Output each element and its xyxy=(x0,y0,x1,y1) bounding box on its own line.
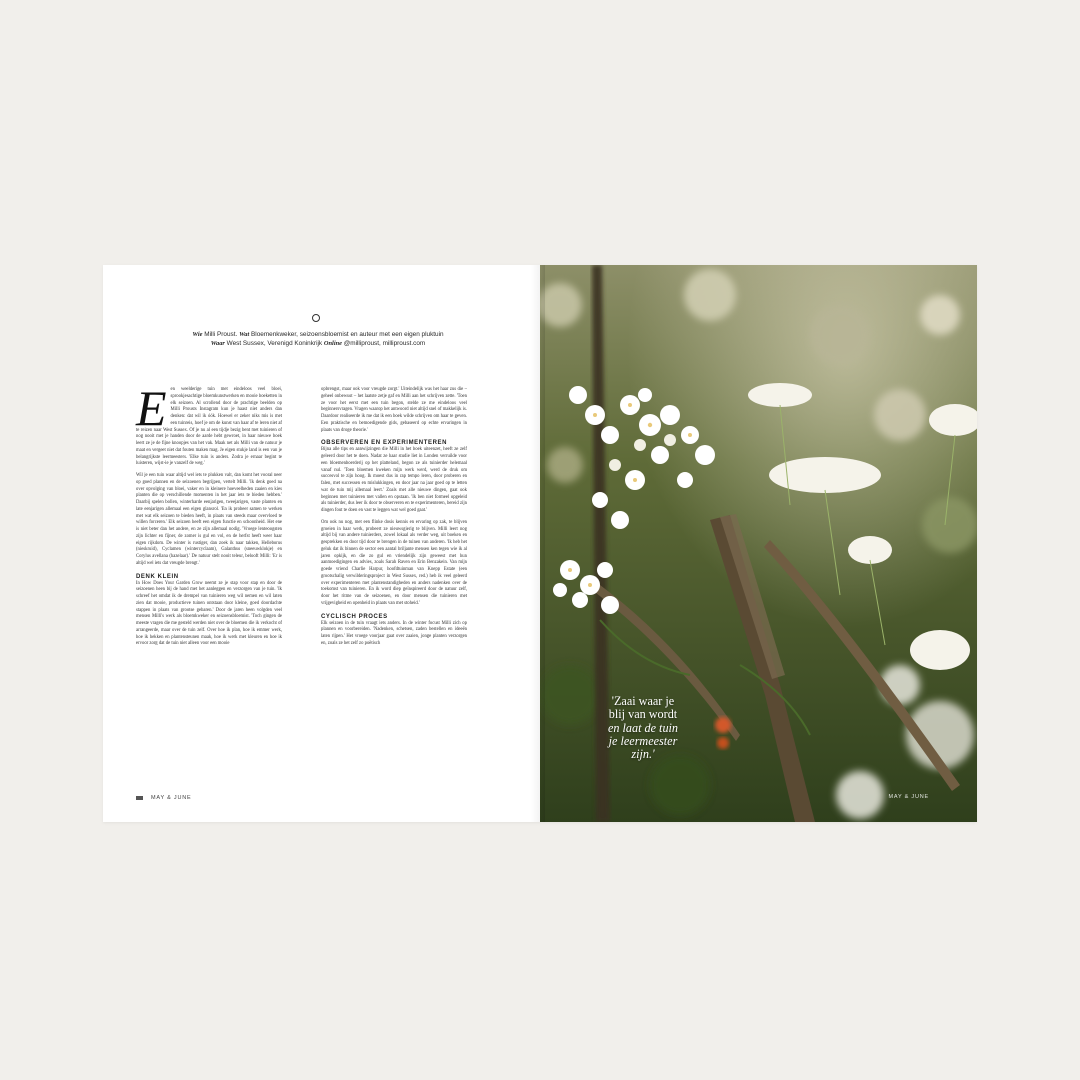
intro-paragraph xyxy=(136,380,282,468)
section-heading: OBSERVEREN EN EXPERIMENTEREN xyxy=(321,440,448,447)
credits-line-1 xyxy=(133,330,503,339)
section-heading: CYCLISCH PROCES xyxy=(321,613,388,620)
pull-quote-end: en laat de tuin je leermeester zijn.' xyxy=(607,720,679,762)
credit-what: Bloemenkweker, seizoensbloemist en auteur met een eigen pluktuin xyxy=(249,331,444,338)
credit-label-who: Wie xyxy=(192,331,203,338)
credit-label-what: Wat xyxy=(239,331,250,338)
body-paragraph: Om ook nu nog, met een flinke dosis kennis en ervaring op zak, te blijven groeien in haar werk, probeert ze nieuwsgierig te blijven. Milli leert nog altijd bij van andere tuinierders, zowel lokaal als verder weg, uit boeken en gesprekken en door tijd door te brengen in de tuinen van anderen. 'Ik heb het geluk dat ik binnen de sector een aantal briljante mensen ken tegen wie ik al jaren opkijk, en die zo gul en vriendelijk zijn geweest met hun aanmoedigingen en advies, zoals Sarah Raven en Erin Benzakein. Van mijn goede vriend Charlie Harpur, hoofdtuinman van Knepp Estate (een grootschalig verwilderingsproject in West Sussex, red.) heb ik veel geleerd over experimenteren met plantenstandigheden en anders nadenken over de toekomst van tuinieren. En ik word diep geïnspireerd door de natuur zelf, door het ritme van de seizoenen, en door mensen die tuinieren met vrijgevigheid en openheid in plaats van met stoheid.' xyxy=(321,519,467,606)
credit-who: Milli Proust. xyxy=(202,331,240,338)
body-paragraph: opbrengst, maar ook voor vreugde zorgt.' Uiteindelijk was het haar zus die – geheel onbewust – het laatste zetje gaf en Milli aan het schrijven zette. 'Toen ze voor het eerst met een tuin begon, stelde ze me eindeloos veel beginnersvragen. Vragen waarop het antwoord niet altijd snel of makkelijk is. Daardoor realiseerde ik me dat ik een boek wilde schrijven om haar te geven. Een praktische en bemoedigende gids, gebaseerd op echte ervaringen in plaats van droge theorie.' xyxy=(321,387,467,433)
issue-label: MAY & JUNE xyxy=(151,795,192,801)
credit-where: West Sussex, Verenigd Koninkrijk xyxy=(224,340,324,347)
article-column-1 xyxy=(136,380,282,653)
body-paragraph: In How Does Your Garden Grow neemt ze je stap voor stap en door de seizoenen heen bij de hand met het aanleggen en verzorgen van je tuin. 'Ik schreef het omdat ik de drempel van tuinieren weg wil nemen en wil laten zien dat mooie, productieve tuinen ontstaan door kleine, goed doordachte stappen in plaats van grootse gebaren.' Door de jaren heen volgden veel mensen Milli's werk als bloemkweker en seizoensbloemist. 'Toch gingen de meeste vragen die me gesteld werden niet over de bloemen die ik verkocht of arrangeerde, maar over de tuin zelf. Over hoe ik plan, hoe ik emmer werk, hoe ik hekken en plantensteunen maak, hoe ik werk met kleuren en hoe ik ervoor zorg dat de tuin niet alleen voor een mooie xyxy=(136,580,282,647)
drop-cap: E xyxy=(136,380,167,436)
credit-label-online: Online xyxy=(323,340,342,347)
pull-quote-start: 'Zaai waar je blij van wordt xyxy=(608,694,678,722)
intro-text: en weelderige tuin met eindeloos veel bloei, sprookjesachtige bloemkunstwerken en mooie boeketten in elk seizoen. Al scrollend door de prachtige beelden op Milli Prousts Instagram kun je haast niet anders dan denken: dat wil ik óók. Hoewel er zeker niks mis is met een tuinreis, hoef je om de kunst van haar af te leren niet af te reizen naar West Sussex. Of je nu al een tijdje bezig bent met tuinieren of nog nooit met je handen door de aarde hebt gewroet, in haar nieuwe boek leert ze je de fijne knoopjes van het vak. Maak net als Milli van de natuur je maat en vergeet niet dat fouten maken mag. Je eigen stukje land is een van je belangrijkste leermeesters. 'Elke tuin is anders. Zodra je ernaar begint te luisteren, wijst-ie je vanzelf de weg.' xyxy=(136,387,282,467)
credit-online: @milliproust, milliproust.com xyxy=(342,340,426,347)
credits-line-2 xyxy=(133,339,503,348)
article-column-2 xyxy=(321,387,467,653)
circle-ornament-icon xyxy=(312,314,320,322)
magazine-spread xyxy=(103,265,977,822)
left-page xyxy=(103,265,540,822)
section-heading: DENK KLEIN xyxy=(136,573,179,580)
page-footer-left xyxy=(136,795,192,801)
body-paragraph: Elk seizoen in de tuin vraagt iets anders. In de winter focust Milli zich op plannen en voorbereiden. 'Nadenken, schetsen, zaden bestellen en ideeën laten rijpen.' Het vroege voorjaar gaat over zaaien, jonge planten verzorgen en, zoals ze het zelf zo poëtisch xyxy=(321,620,467,646)
body-paragraph: Bijna alle tips en aanwijzingen die Milli in het boek uiteenzet, heeft ze zelf geleerd door het te doen. Nadat ze haar studie liet in Londen verruilde voor een bloemenboerderij op het platteland, begon ze als tuinierder helemaal vanaf nul. 'Toen bloemen kweken mijn werk werd, werd de druk om succesvol te zijn hoog. Ik moest dus in rap tempo leren, door proberen en falen, met successen en mislukkingen, en door jaar na jaar goed op te letten wat de tuin mij allemaal leert.' Zoals met alle nieuwe dingen, gaat ook beginnen met tuinieren met vallen en opstaan. 'Ik ben niet formeel opgeleid als tuinierder, dus leer ik door te observeren en te experimenteren, bereid zijn dingen fout te doen en vast te leggen wat wel goed gaat.' xyxy=(321,447,467,513)
credit-label-where: Waar xyxy=(210,340,225,347)
page-footer-right: MAY & JUNE xyxy=(888,794,929,800)
pull-quote xyxy=(604,695,682,761)
body-paragraph: Wil je een tuin waar altijd wel iets te plukken valt, dan komt het vooral neer op goed plannen en de seizoenen begrijpen, vertelt Milli. 'Ik denk goed na over opvolging van bloei, vaker en in kleinere hoeveelheden zaaien en kies planten die op verschillende momenten in het jaar iets te bieden hebben.' Daarbij spelen bollen, winterharde eenjarigen, tweejarigen, vaste planten en late eenjarigen allemaal een eigen glansrol. 'En ik probeer samen te werken met wat elk seizoen te bieden heeft, in plaats van steeds maar overvloed te willen forceren.' Elk seizoen heeft een eigen functie en schoonheid. Het ene is niet beter dan het andere, en ze zijn allemaal nodig. 'Vroege lenteoogsten zijn lichter en fijner, de zomer is gul en vol, en de herfst heeft weer haar eigen rijkdom. De winter is rustiger, dan zoek ik naar takken, Helleborus (nieskruid), Cyclamen (wintercyclaam), Galanthus (sneeuwklokje) en Corylus avellana (hazelaar).' De natuur stelt nooit teleur, belooft Milli: 'Er is altijd wel iets dat vreugde brengt.' xyxy=(136,473,282,566)
right-page xyxy=(540,265,977,822)
page-number-mark xyxy=(136,796,143,800)
